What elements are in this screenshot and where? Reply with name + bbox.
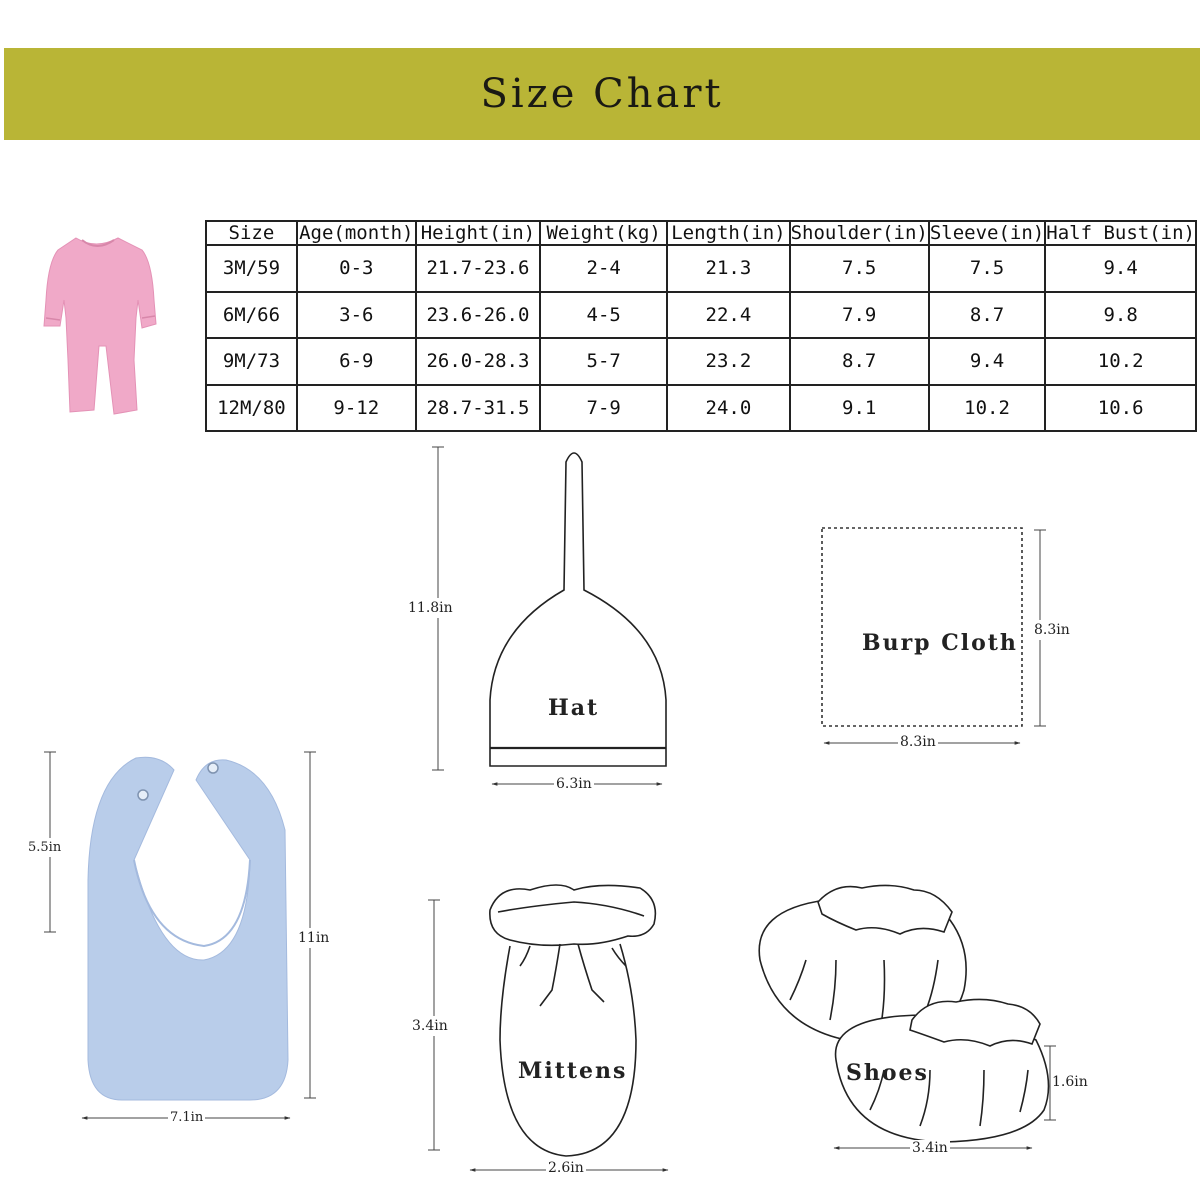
column-header: Sleeve(in)	[929, 222, 1045, 244]
table-cell: 9.4	[1045, 245, 1196, 292]
table-cell: 21.3	[667, 245, 789, 292]
table-cell: 9-12	[297, 385, 416, 432]
table-cell: 2-4	[540, 245, 667, 292]
table-cell: 0-3	[297, 245, 416, 292]
table-cell: 7.9	[790, 292, 929, 339]
bib-width-label: 7.1in	[170, 1110, 204, 1125]
column-header: Half Bust(in)	[1046, 222, 1195, 244]
table-cell: 10.2	[929, 385, 1045, 432]
hat-label: Hat	[548, 695, 600, 721]
hat-height-label: 11.8in	[408, 600, 453, 616]
table-cell: 26.0-28.3	[416, 338, 540, 385]
table-cell: 7.5	[790, 245, 929, 292]
table-cell: 24.0	[667, 385, 789, 432]
column-header: Size	[206, 221, 297, 245]
table-cell: 28.7-31.5	[416, 385, 540, 432]
table-cell: 21.7-23.6	[416, 245, 540, 292]
table-cell: 10.2	[1045, 338, 1196, 385]
table-cell: 9.8	[1045, 292, 1196, 339]
table-cell: 6-9	[297, 338, 416, 385]
hat-width-label: 6.3in	[556, 776, 592, 792]
column-header: Length(in)	[667, 221, 789, 245]
table-cell: 4-5	[540, 292, 667, 339]
table-cell: 8.7	[929, 292, 1045, 339]
bib-inner-height-label: 5.5in	[28, 840, 62, 855]
burp-cloth-height-label: 8.3in	[1034, 622, 1070, 638]
shoes-label: Shoes	[846, 1060, 929, 1086]
bib-image	[44, 752, 316, 1118]
column-header: Height(in)	[416, 221, 540, 245]
shoes-width-label: 3.4in	[912, 1140, 948, 1156]
hat-drawing	[432, 447, 666, 784]
table-cell: 22.4	[667, 292, 789, 339]
burp-cloth-label: Burp Cloth	[862, 630, 1018, 656]
column-header: Age(month)	[297, 221, 416, 245]
table-cell: 23.2	[667, 338, 789, 385]
mittens-width-label: 2.6in	[548, 1160, 584, 1176]
table-cell: 8.7	[790, 338, 929, 385]
table-cell: 6M/66	[206, 292, 297, 339]
bib-height-label: 11in	[298, 930, 330, 946]
table-cell: 23.6-26.0	[416, 292, 540, 339]
table-cell: 5-7	[540, 338, 667, 385]
shoes-drawing	[759, 885, 1056, 1148]
table-cell: 7.5	[929, 245, 1045, 292]
table-cell: 3M/59	[206, 245, 297, 292]
mittens-label: Mittens	[518, 1058, 628, 1084]
table-cell: 3-6	[297, 292, 416, 339]
column-header: Shoulder(in)	[790, 222, 928, 244]
page-title: Size Chart	[480, 71, 724, 117]
table-cell: 9.1	[790, 385, 929, 432]
table-cell: 7-9	[540, 385, 667, 432]
romper-image	[44, 238, 156, 414]
mittens-height-label: 3.4in	[412, 1018, 448, 1034]
table-cell: 10.6	[1045, 385, 1196, 432]
column-header: Weight(kg)	[540, 221, 667, 245]
table-cell: 9M/73	[206, 338, 297, 385]
shoes-height-label: 1.6in	[1052, 1074, 1088, 1090]
table-cell: 12M/80	[206, 385, 297, 432]
burp-cloth-width-label: 8.3in	[900, 734, 936, 750]
mittens-drawing	[428, 885, 668, 1170]
table-cell: 9.4	[929, 338, 1045, 385]
